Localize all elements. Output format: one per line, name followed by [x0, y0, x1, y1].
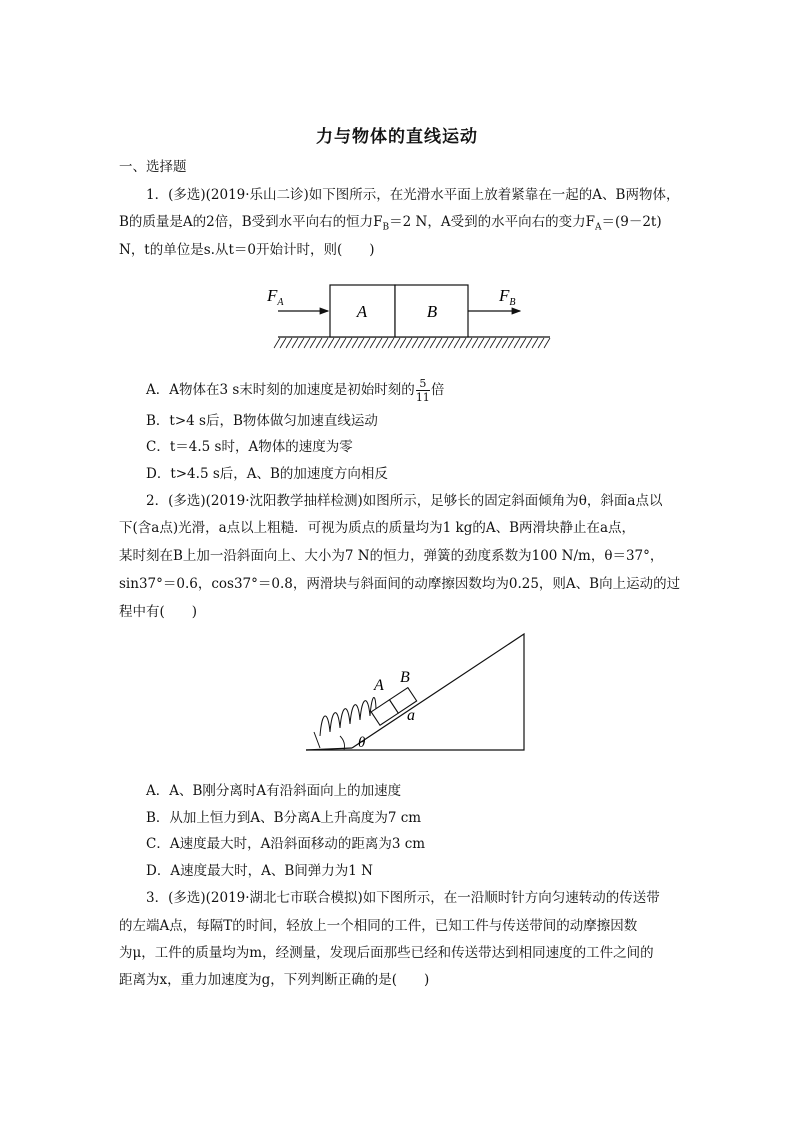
q3-line-3: 为μ，工件的质量均为m，经测量，发现后面那些已经和传送带达到相同速度的工件之间的	[119, 945, 654, 961]
q2-figure	[300, 632, 530, 756]
q2-line-4: sin37°＝0.6，cos37°＝0.8，两滑块与斜面间的动摩擦因数均为0.25，则A、B向上运动的过	[119, 576, 681, 592]
q1-line-1: 1．(多选)(2019·乐山二诊)如下图所示，在光滑水平面上放着紧靠在一起的A、B两物体，	[146, 187, 680, 203]
q1-line-3: N，t的单位是s.从t＝0开始计时，则( )	[119, 242, 375, 258]
q1-line-2: B的质量是A的2倍，B受到水平向右的恒力$F_B=2$ N，A受到的水平向右的变力$F_A=(9-2t)$	[119, 214, 662, 233]
force-b-label: $F_B$	[499, 286, 516, 308]
label-b: B	[400, 669, 410, 686]
q2-option-b: B．从加上恒力到A、B分离A上升高度为7 cm	[146, 810, 422, 826]
page-title: 力与物体的直线运动	[316, 127, 478, 147]
fraction: $\frac{5}{11}$	[415, 377, 430, 404]
q2-line-2: 下(含a点)光滑，a点以上粗糙．可视为质点的质量均为1 kg的A、B两滑块静止在a点，	[119, 520, 636, 536]
q2-option-d: D．A速度最大时，A、B间弹力为1 N	[146, 863, 373, 879]
block-b-label: B	[426, 302, 438, 321]
spring	[320, 697, 376, 736]
q2-line-3: 某时刻在B上加一沿斜面向上、大小为7 N的恒力，弹簧的劲度系数为100 N/m，θ＝37°，	[119, 548, 664, 564]
incline	[306, 634, 524, 750]
section-heading: 一、选择题	[119, 159, 187, 175]
ground-hatching	[274, 338, 550, 348]
q2-option-a: A．A、B刚分离时A有沿斜面向上的加速度	[146, 783, 402, 799]
q3-line-4: 距离为x，重力加速度为g，下列判断正确的是( )	[119, 972, 430, 988]
q1-option-c: C．t＝4.5 s时，A物体的速度为零	[146, 439, 353, 455]
label-point-a: a	[407, 707, 415, 724]
q3-line-1: 3．(多选)(2019·湖北七市联合模拟)如下图所示，在一沿顺时针方向匀速转动的传送带	[146, 890, 660, 906]
q1-figure	[262, 278, 552, 358]
block-a-label: A	[356, 302, 368, 321]
label-a: A	[374, 677, 384, 694]
q3-line-2: 的左端A点，每隔T的时间，轻放上一个相同的工件，已知工件与传送带间的动摩擦因数	[119, 918, 638, 934]
force-a-label: $F_A$	[267, 286, 284, 308]
q2-line-1: 2．(多选)(2019·沈阳教学抽样检测)如图所示，足够长的固定斜面倾角为θ，斜面a点以	[146, 493, 663, 509]
q2-line-5: 程中有( )	[119, 604, 198, 620]
q1-option-a: A．A物体在3 s末时刻的加速度是初始时刻的 $\frac{5}{11}$ 倍	[146, 377, 445, 404]
q2-option-c: C．A速度最大时，A沿斜面移动的距离为3 cm	[146, 836, 426, 852]
q1-option-b: B．t>4 s后，B物体做匀加速直线运动	[146, 413, 378, 429]
q1-option-d: D．t>4.5 s后，A、B的加速度方向相反	[146, 466, 388, 482]
label-theta: θ	[358, 735, 366, 751]
